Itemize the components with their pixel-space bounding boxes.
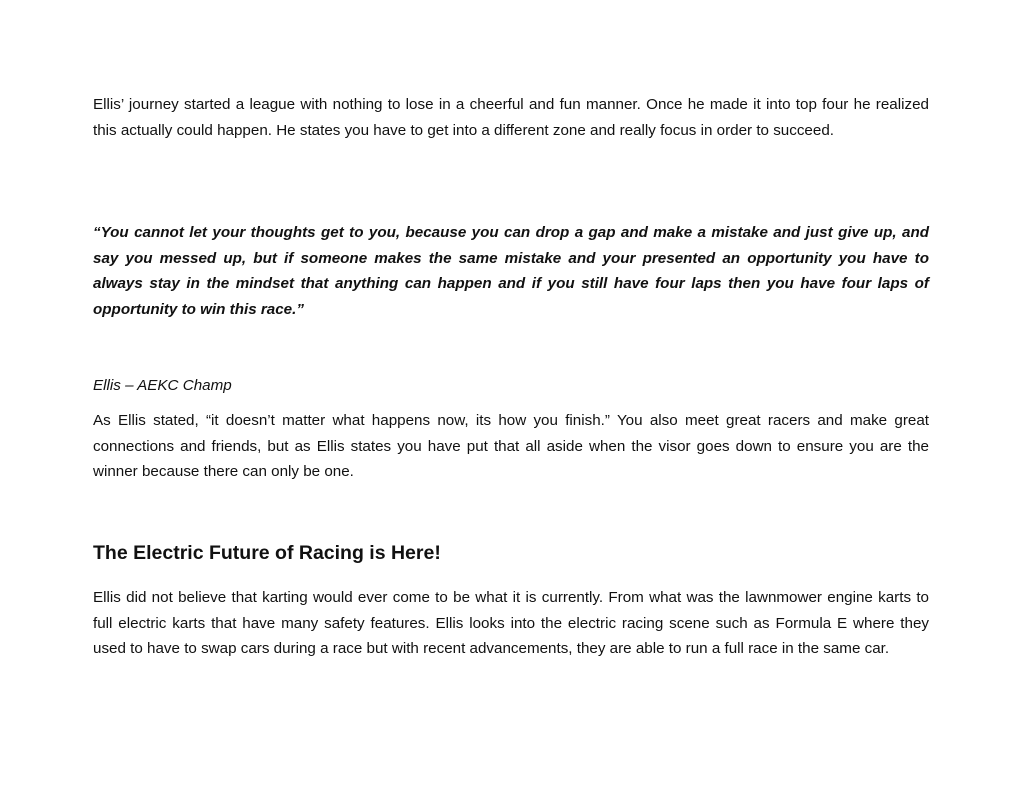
- intro-paragraph: Ellis’ journey started a league with nothing to lose in a cheerful and fun manner. Once he made it into top four he realized this actually could happen. He states you have to get into a different zone and really focus in order to succeed.: [93, 96, 929, 139]
- finish-paragraph: As Ellis stated, “it doesn’t matter what happens now, its how you finish.” You also meet great racers and make great connections and friends, but as Ellis states you have put that all aside when the visor goes down to ensure you are the winner because there can only be one.: [93, 412, 929, 481]
- electric-future-paragraph: Ellis did not believe that karting would ever come to be what it is currently. From what was the lawnmower engine karts to full electric karts that have many safety features. Ellis looks into the electric racing scene such as Formula E where they used to have to swap cars during a race but with recent advancements, they are able to run a full race in the same car.: [93, 589, 929, 658]
- pull-quote: “You cannot let your thoughts get to you, because you can drop a gap and make a mistake and just give up, and say you messed up, but if someone makes the same mistake and your presented an opportunity you have to always stay in the mindset that anything can happen and if you still have four laps then you have four laps of opportunity to win this race.”: [93, 224, 929, 318]
- section-heading: The Electric Future of Racing is Here!: [93, 542, 441, 564]
- quote-attribution: Ellis – AEKC Champ: [93, 377, 232, 394]
